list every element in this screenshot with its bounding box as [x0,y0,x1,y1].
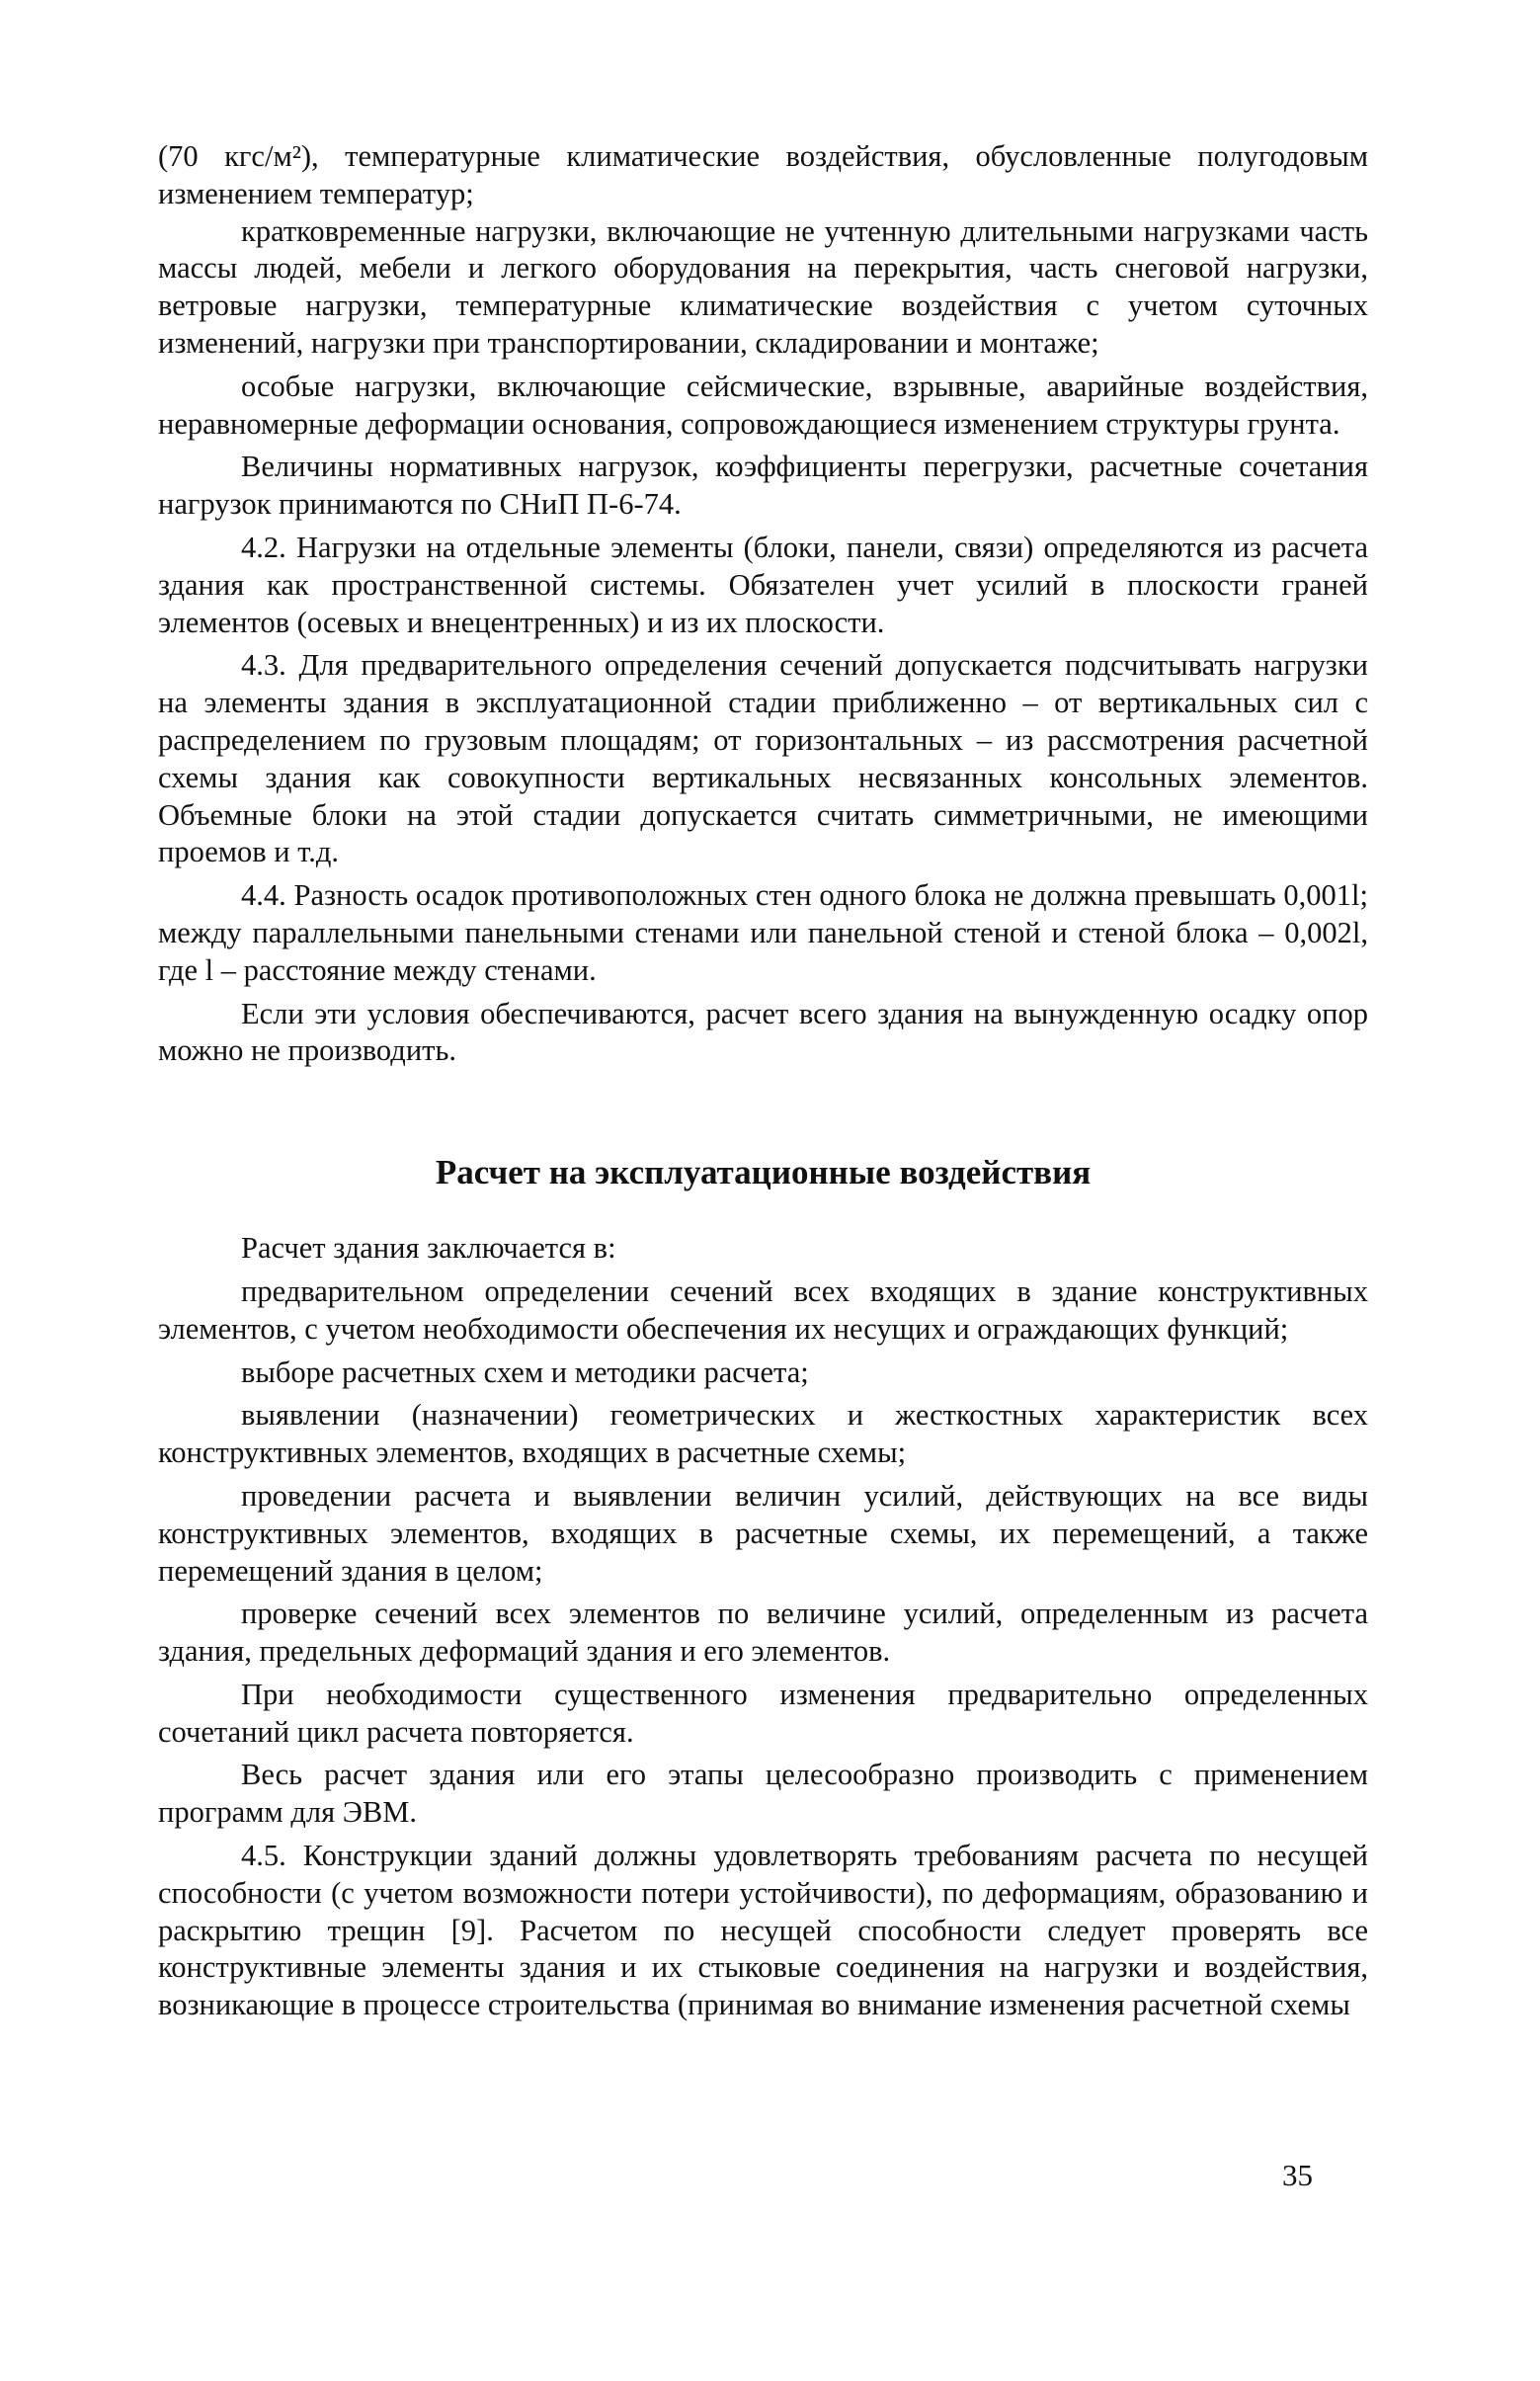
paragraph-4-3: 4.3. Для предварительного определения сечений допускается подсчитывать нагрузки на элементы здания в эксплуатационной стадии приближенно – от вертикальных сил с распределением по грузовым площадям; от горизонтальных – из рассмотрения расчетной схемы здания как совокупности вертикальных несвязанных консольных элементов. Объемные блоки на этой стадии допускается считать симметричными, не имеющими проемов и т.д. [158,648,1368,869]
paragraph-settlement-condition: Если эти условия обеспечиваются, расчет всего здания на вынужденную осадку опор можно не производить. [158,996,1368,1068]
paragraph-4-4: 4.4. Разность осадок противоположных стен одного блока не должна превышать 0,001l; между параллельными панельными стенами или панельной стеной и стеной блока – 0,002l, где l – расстояние между стенами. [158,878,1368,987]
section-heading: Расчет на эксплуатационные воздействия [435,1153,1092,1192]
paragraph-short-term-loads: кратковременные нагрузки, включающие не учтенную длительными нагрузками часть массы людей, мебели и легкого оборудования на перекрытия, часть снеговой нагрузки, ветровые нагрузки, температурные климатические воздействия с учетом суточных изменений, нагрузки при транспортировании, складировании и монтаже; [158,213,1368,360]
paragraph-cycle-repeat: При необходимости существенного изменения предварительно определенных сочетаний цикл расчета повторяется. [158,1677,1368,1749]
list-item-characteristics: выявлении (назначении) геометрических и жесткостных характеристик всех конструктивных элементов, входящих в расчетные схемы; [158,1398,1368,1470]
paragraph-computer-programs: Весь расчет здания или его этапы целесообразно производить с применением программ для ЭВМ. [158,1758,1368,1830]
list-item-calc-schemes: выборе расчетных схем и методики расчета; [241,1355,809,1389]
paragraph-calc-intro: Расчет здания заключается в: [241,1231,616,1266]
list-item-calculation: проведении расчета и выявлении величин усилий, действующих на все виды конструктивных элементов, входящих в расчетные схемы, их перемещений, а также перемещений здания в целом; [158,1478,1368,1588]
paragraph-climatic-effects: (70 кгс/м²), температурные климатические воздействия, обусловленные полугодовым изменением температур; [158,139,1368,210]
paragraph-4-2: 4.2. Нагрузки на отдельные элементы (блоки, панели, связи) определяются из расчета здания как пространственной системы. Обязателен учет усилий в плоскости граней элементов (осевых и внецентренных) и из их плоскости. [158,530,1368,639]
list-item-section-check: проверке сечений всех элементов по величине усилий, определенным из расчета здания, предельных деформаций здания и его элементов. [158,1597,1368,1669]
list-item-preliminary-sections: предварительном определении сечений всех входящих в здание конструктивных элементов, с учетом необходимости обеспечения их несущих и ограждающих функций; [158,1273,1368,1346]
paragraph-normative-values: Величины нормативных нагрузок, коэффициенты перегрузки, расчетные сочетания нагрузок принимаются по СНиП П-6-74. [158,450,1368,522]
paragraph-4-5: 4.5. Конструкции зданий должны удовлетворять требованиям расчета по несущей способности (с учетом возможности потери устойчивости), по деформациям, образованию и раскрытию трещин [9]. Расчетом по несущей способности следует проверять все конструктивные элементы здания и их стыковые соединения на нагрузки и воздействия, возникающие в процессе строительства (принимая во внимание изменения расчетной схемы [158,1839,1368,2022]
page-number: 35 [1282,2158,1313,2192]
paragraph-special-loads: особые нагрузки, включающие сейсмические, взрывные, аварийные воздействия, неравномерные деформации основания, сопровождающиеся изменением структуры грунта. [158,369,1368,441]
page-content [158,138,1368,2024]
